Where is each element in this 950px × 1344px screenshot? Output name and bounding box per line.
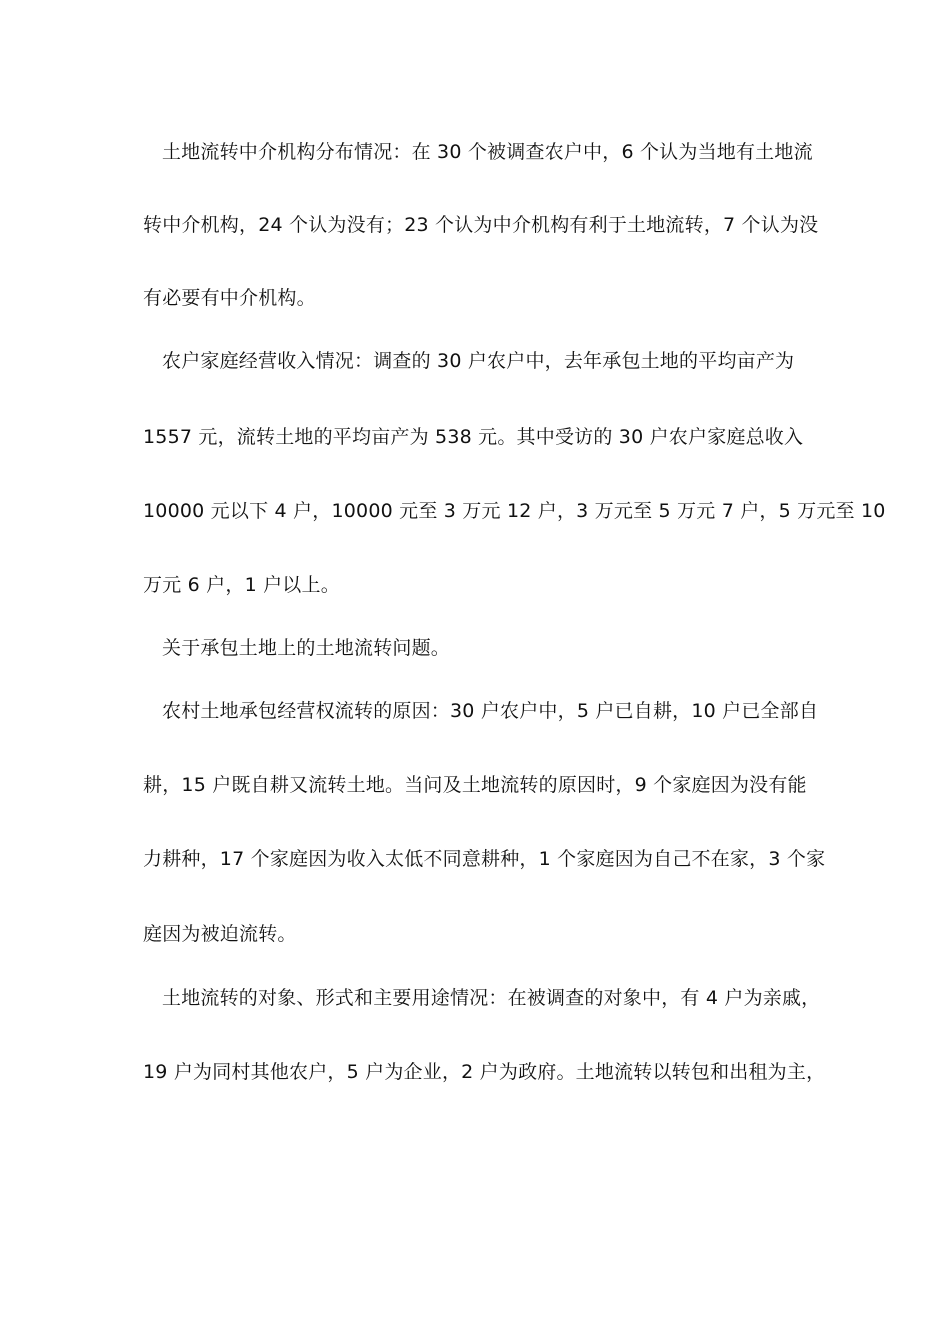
text-line: 农户家庭经营收入情况：调查的 30 户农户中，去年承包土地的平均亩产为: [162, 350, 795, 372]
text-line: 土地流转的对象、形式和主要用途情况：在被调查的对象中，有 4 户为亲戚，: [162, 987, 821, 1009]
text-line: 农村土地承包经营权流转的原因：30 户农户中，5 户已自耕，10 户已全部自: [162, 700, 819, 722]
text-line: 庭因为被迫流转。: [143, 923, 297, 945]
text-line: 关于承包土地上的土地流转问题。: [162, 637, 451, 659]
text-line: 有必要有中介机构。: [143, 287, 316, 309]
text-line: 19 户为同村其他农户，5 户为企业，2 户为政府。土地流转以转包和出租为主，: [143, 1061, 826, 1083]
text-line: 1557 元，流转土地的平均亩产为 538 元。其中受访的 30 户农户家庭总收入: [143, 426, 804, 448]
text-line: 力耕种，17 个家庭因为收入太低不同意耕种，1 个家庭因为自己不在家，3 个家: [143, 848, 826, 870]
text-line: 转中介机构，24 个认为没有；23 个认为中介机构有利于土地流转，7 个认为没: [143, 214, 819, 236]
text-line: 万元 6 户，1 户以上。: [143, 574, 340, 596]
text-line: 耕，15 户既自耕又流转土地。当问及土地流转的原因时，9 个家庭因为没有能: [143, 774, 807, 796]
text-line: 10000 元以下 4 户，10000 元至 3 万元 12 户，3 万元至 5 万元 7 户，5 万元至 10: [143, 500, 886, 522]
text-line: 土地流转中介机构分布情况：在 30 个被调查农户中，6 个认为当地有土地流: [162, 141, 813, 163]
